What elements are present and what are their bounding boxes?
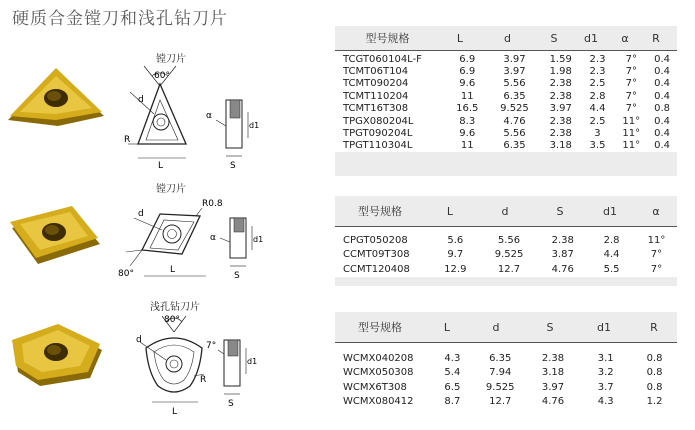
- header-cell: d: [504, 31, 511, 45]
- value-cell: 2.3: [589, 53, 606, 65]
- header-cell: d1: [597, 320, 611, 334]
- value-cell: 4.76: [541, 396, 565, 408]
- header-cell: α: [652, 204, 660, 218]
- value-cell: 2.38: [549, 128, 572, 140]
- header-cell: S: [556, 204, 564, 218]
- trigon-d-label: d: [136, 335, 142, 345]
- model-cell: WCMX080412: [343, 396, 414, 408]
- value-cell: 12.7: [489, 396, 512, 408]
- value-cell: 11°: [622, 140, 641, 152]
- rhombic-l-label: L: [170, 265, 176, 275]
- trigon-d1-label: d1: [247, 357, 258, 366]
- value-cell: 11: [460, 90, 474, 102]
- rhombic-s-label: S: [234, 271, 240, 281]
- table-row: [335, 140, 677, 152]
- model-cell: TCGT060104L-F: [343, 53, 422, 65]
- model-cell: TPGT110304L: [343, 140, 413, 152]
- value-cell: 11: [460, 140, 474, 152]
- table-row: [335, 351, 677, 366]
- triangle-d1-label: d1: [249, 121, 260, 130]
- value-cell: 0.4: [654, 78, 671, 90]
- value-cell: 11°: [622, 128, 641, 140]
- model-cell: CPGT050208: [343, 234, 408, 246]
- value-cell: 7°: [625, 66, 637, 78]
- value-cell: 0.8: [654, 103, 671, 115]
- value-cell: 0.8: [646, 352, 663, 364]
- table-row: [335, 65, 677, 77]
- value-cell: 2.38: [549, 115, 572, 127]
- value-cell: 5.5: [603, 263, 620, 275]
- model-cell: CCMT09T308: [343, 249, 410, 261]
- value-cell: 3: [594, 128, 601, 140]
- value-cell: 3.18: [541, 367, 565, 379]
- section-2-caption: 镗刀片: [156, 184, 186, 195]
- rhombic-d1-label: d1: [253, 235, 264, 244]
- value-cell: 8.7: [444, 396, 461, 408]
- model-cell: WCMX050308: [343, 367, 414, 379]
- header-cell: 型号规格: [358, 321, 402, 334]
- header-cell: d: [501, 204, 509, 218]
- model-cell: TPGX080204L: [343, 115, 414, 127]
- value-cell: 6.35: [503, 90, 526, 102]
- value-cell: 4.4: [589, 103, 606, 115]
- model-cell: TCMT090204: [343, 78, 409, 90]
- value-cell: 0.4: [654, 128, 671, 140]
- triangle-insert-photo: [6, 66, 106, 128]
- header-cell: d: [492, 320, 500, 334]
- value-cell: 6.35: [489, 352, 512, 364]
- value-cell: 0.4: [654, 53, 671, 65]
- section-1-caption: 镗刀片: [156, 54, 186, 65]
- header-cell: d1: [603, 204, 617, 218]
- value-cell: 4.76: [551, 263, 574, 275]
- value-cell: 16.5: [456, 103, 479, 115]
- value-cell: 7°: [650, 249, 663, 261]
- table-row: [335, 103, 677, 115]
- value-cell: 1.59: [549, 53, 572, 65]
- table-row: [335, 262, 677, 277]
- value-cell: 2.3: [589, 66, 606, 78]
- table-row: [335, 90, 677, 102]
- value-cell: 2.5: [589, 115, 606, 127]
- value-cell: 7°: [650, 263, 663, 275]
- value-cell: 0.4: [654, 140, 671, 152]
- value-cell: 7°: [625, 53, 637, 65]
- value-cell: 11°: [647, 234, 666, 246]
- rhombic-alpha-label: α: [210, 233, 216, 243]
- value-cell: 0.8: [646, 367, 663, 379]
- value-cell: 1.98: [549, 66, 572, 78]
- model-cell: WCMX6T308: [343, 381, 407, 393]
- value-cell: 3.1: [597, 352, 614, 364]
- triangle-angle-label: 60°: [154, 71, 170, 81]
- table-1-body: [335, 51, 677, 152]
- trigon-angle-label: 80°: [164, 315, 180, 325]
- value-cell: 2.38: [549, 78, 572, 90]
- table-2-body: [335, 227, 677, 277]
- value-cell: 8.3: [459, 115, 476, 127]
- value-cell: 3.2: [597, 367, 614, 379]
- rhombic-d-label: d: [138, 209, 144, 219]
- model-cell: WCMX040208: [343, 352, 414, 364]
- header-cell: R: [650, 320, 658, 334]
- value-cell: 4.76: [503, 115, 526, 127]
- rhombic-radius-label: R0.8: [202, 199, 223, 209]
- value-cell: 3.97: [503, 66, 526, 78]
- spec-table-2: [335, 196, 677, 286]
- value-cell: 9.525: [485, 381, 515, 393]
- section-3-caption: 浅孔钻刀片: [150, 302, 200, 313]
- spec-table-3: [335, 312, 677, 408]
- value-cell: 4.3: [444, 352, 461, 364]
- trigon-l-label: L: [172, 407, 178, 417]
- model-cell: TCMT16T308: [343, 103, 409, 115]
- value-cell: 3.7: [597, 381, 614, 393]
- value-cell: 9.6: [459, 78, 476, 90]
- model-cell: CCMT120408: [343, 263, 410, 275]
- value-cell: 6.9: [459, 66, 476, 78]
- header-cell: L: [443, 320, 451, 334]
- header-cell: S: [550, 31, 558, 45]
- value-cell: 2.38: [549, 90, 572, 102]
- value-cell: 4.4: [603, 249, 620, 261]
- value-cell: 2.8: [603, 234, 620, 246]
- table-row: [335, 53, 677, 65]
- value-cell: 2.38: [541, 352, 565, 364]
- value-cell: 5.56: [503, 128, 526, 140]
- trigon-r-label: R: [200, 375, 207, 385]
- value-cell: 7.94: [489, 367, 512, 379]
- header-cell: R: [652, 31, 660, 45]
- value-cell: 9.525: [494, 249, 524, 261]
- value-cell: 3.5: [589, 140, 606, 152]
- value-cell: 1.2: [646, 396, 663, 408]
- value-cell: 5.56: [503, 78, 526, 90]
- value-cell: 3.97: [503, 53, 526, 65]
- table-3-header: [335, 312, 677, 343]
- value-cell: 9.7: [447, 249, 464, 261]
- page-title: 硬质合金镗刀和浅孔钻刀片: [12, 9, 228, 29]
- value-cell: 2.8: [589, 90, 606, 102]
- header-cell: L: [446, 204, 454, 218]
- header-cell: S: [546, 320, 554, 334]
- model-cell: TCMT110204: [343, 90, 409, 102]
- header-cell: 型号规格: [365, 32, 410, 45]
- value-cell: 3.97: [541, 381, 565, 393]
- value-cell: 3.87: [551, 249, 574, 261]
- value-cell: 7°: [625, 78, 637, 90]
- triangle-s-label: S: [230, 161, 236, 171]
- value-cell: 0.8: [646, 381, 663, 393]
- value-cell: 6.35: [503, 140, 526, 152]
- value-cell: 2.5: [589, 78, 606, 90]
- header-cell: 型号规格: [358, 205, 402, 218]
- value-cell: 9.6: [459, 128, 476, 140]
- table-row: [335, 380, 677, 395]
- table-row: [335, 233, 677, 248]
- triangle-d-label: d: [138, 95, 144, 105]
- triangle-insert-drawing: [120, 64, 260, 174]
- value-cell: 7°: [625, 103, 637, 115]
- value-cell: 0.4: [654, 115, 671, 127]
- triangle-l-label: L: [158, 161, 164, 171]
- value-cell: 5.4: [444, 367, 461, 379]
- model-cell: TCMT06T104: [343, 66, 409, 78]
- header-cell: α: [621, 31, 629, 45]
- value-cell: 5.56: [497, 234, 521, 246]
- table-1-header: [335, 26, 677, 51]
- value-cell: 4.3: [597, 396, 614, 408]
- value-cell: 0.4: [654, 66, 671, 78]
- model-cell: TPGT090204L: [343, 128, 413, 140]
- table-row: [335, 127, 677, 139]
- table-3-body: [335, 343, 677, 409]
- value-cell: 2.38: [551, 234, 574, 246]
- trigon-insert-drawing: [118, 312, 268, 422]
- value-cell: 12.7: [497, 263, 521, 275]
- spec-table-1: [335, 26, 677, 176]
- value-cell: 9.525: [500, 103, 529, 115]
- rhombic-insert-photo: [8, 204, 104, 266]
- value-cell: 5.6: [447, 234, 464, 246]
- table-row: [335, 366, 677, 381]
- trigon-insert-photo: [6, 324, 106, 390]
- rhombic-angle-label: 80°: [118, 269, 134, 279]
- table-row: [335, 78, 677, 90]
- table-row: [335, 115, 677, 127]
- value-cell: 6.5: [444, 381, 461, 393]
- header-cell: d1: [584, 31, 598, 45]
- table-row: [335, 395, 677, 410]
- trigon-s-label: S: [228, 399, 234, 409]
- value-cell: 7°: [625, 90, 637, 102]
- triangle-alpha-label: α: [206, 111, 212, 121]
- header-cell: L: [456, 31, 464, 45]
- trigon-alpha-label: 7°: [206, 341, 217, 351]
- value-cell: 12.9: [444, 263, 467, 275]
- table-2-header: [335, 196, 677, 227]
- rhombic-insert-drawing: [116, 192, 266, 288]
- value-cell: 3.97: [549, 103, 572, 115]
- value-cell: 0.4: [654, 90, 671, 102]
- triangle-r-label: R: [124, 135, 131, 145]
- table-row: [335, 248, 677, 263]
- value-cell: 3.18: [549, 140, 572, 152]
- value-cell: 11°: [622, 115, 641, 127]
- value-cell: 6.9: [459, 53, 476, 65]
